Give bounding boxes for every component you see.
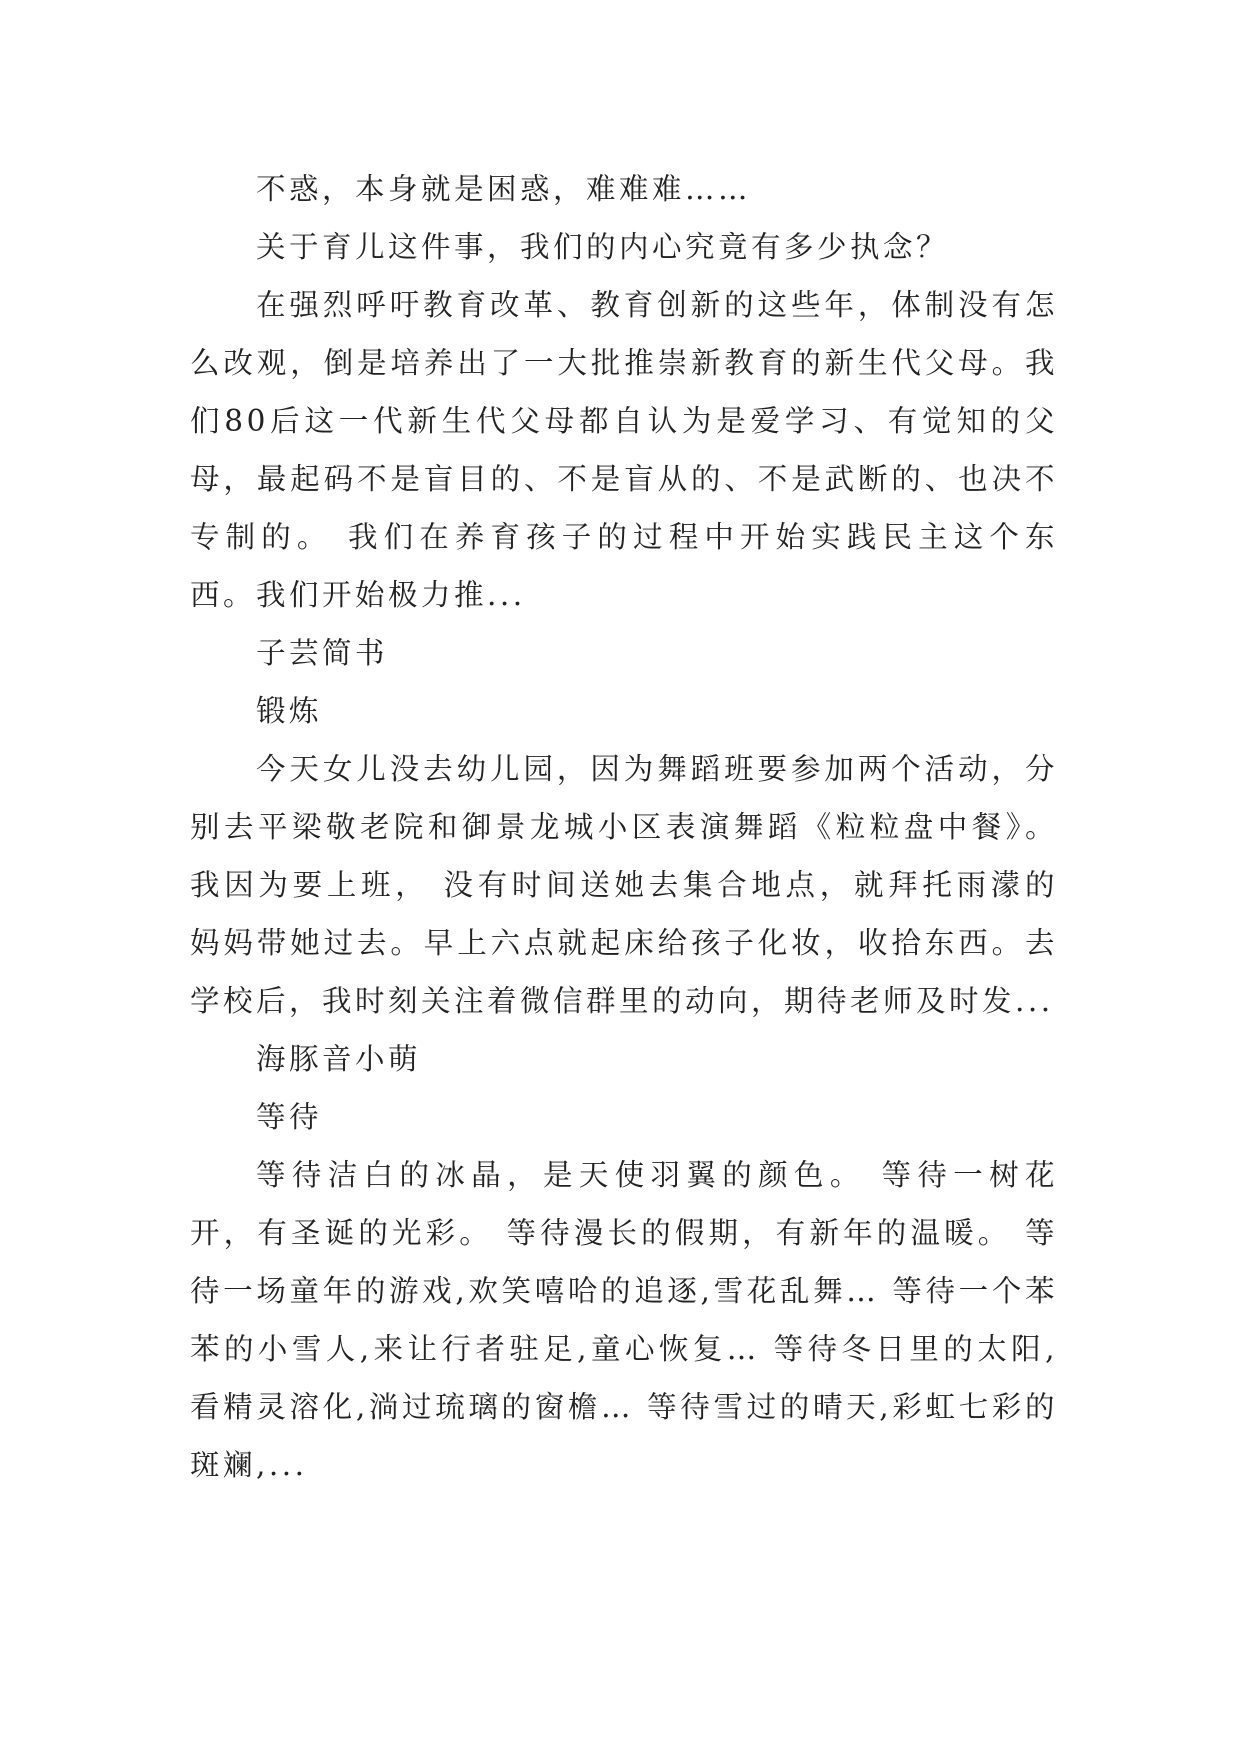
paragraph-excerpt-1: 在强烈呼吁教育改革、教育创新的这些年，体制没有怎么改观，倒是培养出了一大批推崇新教育的新生代父母。我们80后这一代新生代父母都自认为是爱学习、有觉知的父母，最起码不是盲目的、不是盲从的、不是武断的、也决不专制的。 我们在养育孩子的过程中开始实践民主这个东西。我们开始极力推... xyxy=(190,288,1058,612)
article-body xyxy=(190,160,1058,1494)
paragraph-question: 关于育儿这件事，我们的内心究竟有多少执念？ xyxy=(256,230,950,264)
article-title-3: 等待 xyxy=(256,1100,323,1134)
article-title-2: 锻炼 xyxy=(256,694,323,728)
paragraph-intro: 不惑，本身就是困惑，难难难…… xyxy=(256,172,752,206)
author-name-1: 子芸简书 xyxy=(256,636,389,670)
paragraph-excerpt-3: 等待洁白的冰晶，是天使羽翼的颜色。 等待一树花开，有圣诞的光彩。 等待漫长的假期，有新年的温暖。 等待一场童年的游戏,欢笑嘻哈的追逐,雪花乱舞… 等待一个苯苯的小雪人,来让行者驻足,童心恢复… 等待冬日里的太阳,看精灵溶化,淌过琉璃的窗檐… 等待雪过的晴天,彩虹七彩的斑斓,... xyxy=(190,1158,1058,1482)
author-name-2: 海豚音小萌 xyxy=(256,1042,422,1076)
paragraph-excerpt-2: 今天女儿没去幼儿园，因为舞蹈班要参加两个活动，分别去平梁敬老院和御景龙城小区表演舞蹈《粒粒盘中餐》。 我因为要上班， 没有时间送她去集合地点，就拜托雨濛的妈妈带她过去。早上六点就起床给孩子化妆，收拾东西。去学校后，我时刻关注着微信群里的动向，期待老师及时发... xyxy=(190,752,1058,1018)
